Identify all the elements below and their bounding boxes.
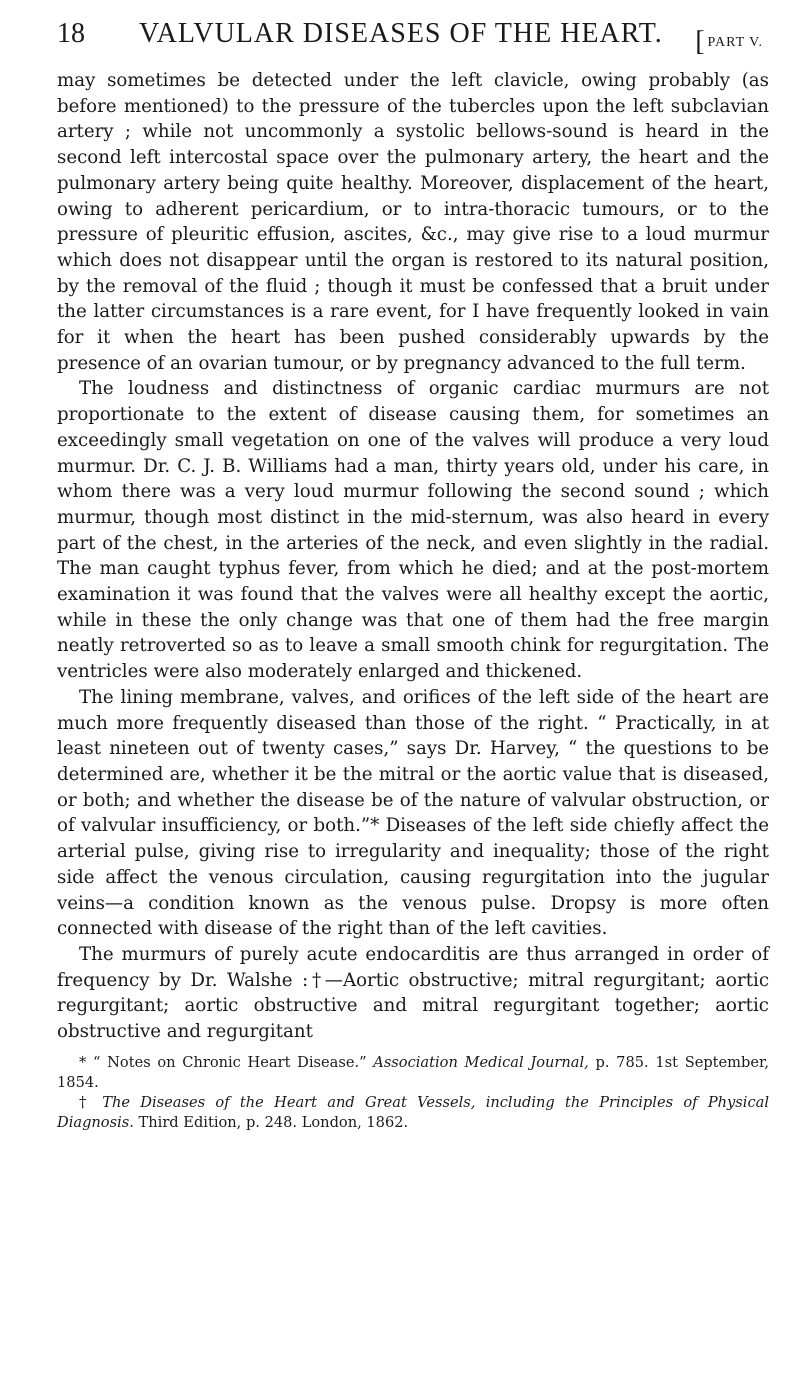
footnote-1-journal: Association Medical Journal,	[373, 1053, 589, 1071]
paragraph-continuation: may sometimes be detected under the left clavicle, owing probably (as before mentioned) to the pressure of the tubercles upon the left subclavian artery ; while not uncommonly a systolic bellows-sound is heard in the second left intercostal space over the pulmonary artery, the heart and the pulmonary artery being quite healthy. Moreover, displacement of the heart, owing to adherent pericardium, or to intra-thoracic tumours, or to the pressure of pleuritic effusion, ascites, &c., may give rise to a loud murmur which does not disappear until the organ is restored to its natural position, by the removal of the fluid ; though it must be confessed that a bruit under the latter circumstances is a rare event, for I have frequently looked in vain for it when the heart has been pushed considerably upwards by the presence of an ovarian tumour, or by pregnancy advanced to the full term.	[57, 70, 769, 374]
paragraph-acute-endocarditis: The murmurs of purely acute endocarditis are thus arranged in order of frequency by Dr. Walshe :†—Aortic obstructive; mitral regurgitant; aortic regurgitant; aortic obstructive and mitral regurgitant together; aortic obstructive and regurgitant	[57, 943, 769, 1043]
footnote-2-tail: Third Edition, p. 248. London, 1862.	[138, 1113, 409, 1131]
footnote-1-lead: * “ Notes on Chronic Heart Disease.”	[79, 1053, 367, 1071]
paragraph-murmur-loudness: The loudness and distinctness of organic cardiac murmurs are not proportionate to the extent of disease causing them, for sometimes an exceedingly small vegetation on one of the valves will produce a very loud murmur. Dr. C. J. B. Williams had a man, thirty years old, under his care, in whom there was a very loud murmur following the second sound ; which murmur, though most distinct in the mid-sternum, was also heard in every part of the chest, in the arteries of the neck, and even slightly in the radial. The man caught typhus fever, from which he died; and at the post-mortem examination it was found that the valves were all healthy except the aortic, while in these the only change was that one of them had the free margin neatly retroverted so as to leave a small smooth chink for regurgitation. The ventricles were also moderately enlarged and thickened.	[57, 378, 769, 683]
footnote-1	[57, 1053, 769, 1093]
paragraph-left-side-disease: The lining membrane, valves, and orifices of the left side of the heart are much more frequently diseased than those of the right. “ Practically, in at least nineteen out of twenty cases,” says Dr. Harvey, “ the questions to be determined are, whether it be the mitral or the aortic value that is diseased, or both; and whether the disease be of the nature of valvular obstruction, or of valvular insufficiency, or both.”* Diseases of the left side chiefly affect the arterial pulse, giving rise to irregularity and inequality; those of the right side affect the venous circulation, causing regurgitation into the jugular veins—a condition known as the venous pulse. Dropsy is more often connected with disease of the right than of the left cavities.	[57, 686, 769, 940]
page-number: 18	[57, 18, 85, 49]
part-label: [ PART V.	[695, 22, 763, 54]
book-page	[57, 16, 769, 1133]
footnote-2-mark: †	[79, 1093, 92, 1111]
footnotes	[57, 1053, 769, 1133]
body-text	[57, 68, 769, 1045]
footnote-1-tail: p. 785. 1st September, 1854.	[57, 1053, 770, 1091]
footnote-2	[57, 1093, 769, 1133]
running-title: VALVULAR DISEASES OF THE HEART.	[139, 18, 663, 49]
page-header	[57, 16, 769, 62]
footnote-2-title: The Diseases of the Heart and Great Vessels, including the Principles of Physical Diagnosis.	[57, 1093, 770, 1131]
